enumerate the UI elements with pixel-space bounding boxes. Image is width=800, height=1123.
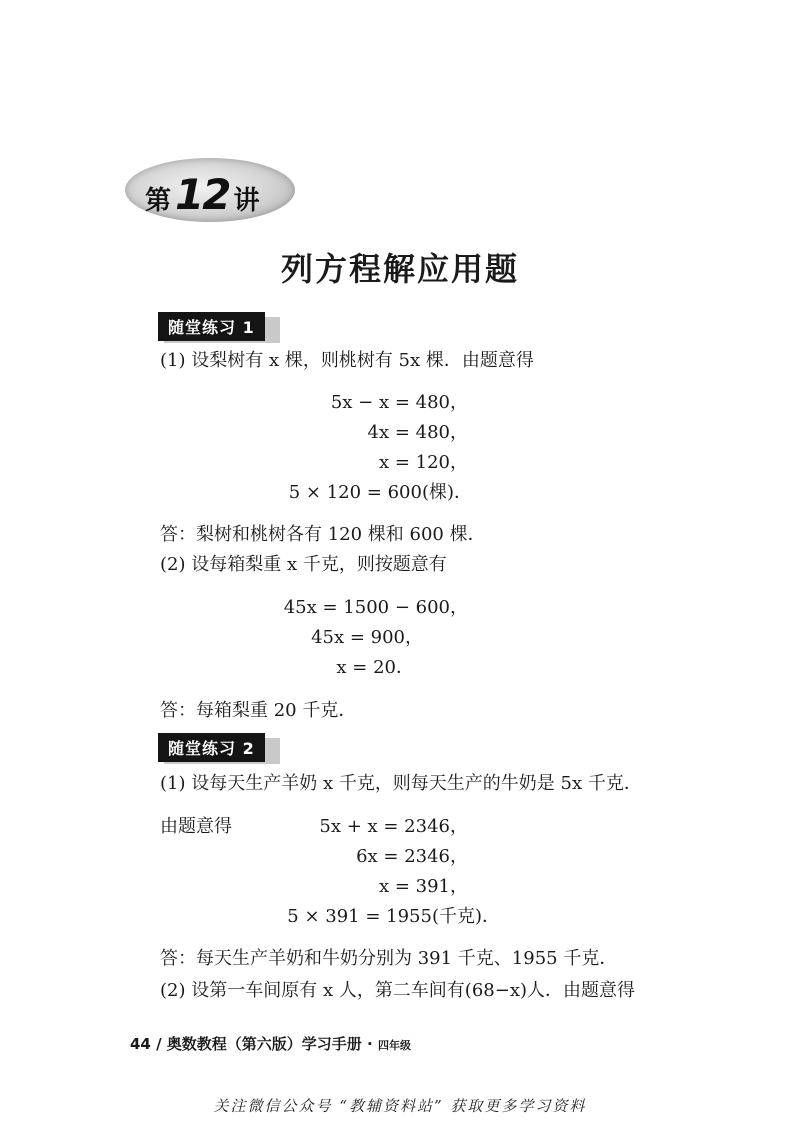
equation-line: 5x + x = 2346， [319,816,468,837]
section-header-label: 随堂练习 2 [158,733,265,762]
section-header-1 [158,312,265,340]
chapter-title: 列方程解应用题 [280,250,519,288]
grade-label: 四年级 [377,1039,411,1052]
equation-line: 45x = 900， [311,627,423,648]
lecture-number: 12 [175,170,230,219]
equation-line: 5 × 120 = 600(棵)． [288,482,472,503]
answer-line: 答：每天生产羊奶和牛奶分别为 391 千克、1955 千克． [160,948,618,969]
problem-intro: (1) 设每天生产羊奶 x 千克，则每天生产的牛奶是 5x 千克． [160,773,642,794]
equation-line: x = 20． [336,657,414,678]
equation-line: 6x = 2346， [356,846,468,867]
equation-line: 5x − x = 480， [330,392,468,413]
problem-intro: (2) 设每箱梨重 x 千克，则按题意有 [160,554,447,575]
lecture-prefix: 第 [145,186,172,216]
lecture-label [145,170,260,219]
equation-line: 45x = 1500 − 600， [283,597,468,618]
equation-line: 5 × 391 = 1955(千克)． [287,906,500,927]
section-header-2 [158,733,265,761]
page-footer [130,1033,411,1054]
section-header-label: 随堂练习 1 [158,312,265,341]
lecture-suffix: 讲 [233,186,260,216]
answer-line: 答：梨树和桃树各有 120 棵和 600 棵． [160,524,486,545]
book-title: / 奥数教程（第六版）学习手册 · [156,1035,373,1053]
problem-lead: 由题意得 [160,816,232,837]
page-number: 44 [130,1035,151,1053]
equation-line: 4x = 480， [367,422,468,443]
equation-line: x = 391， [378,876,468,897]
problem-intro: (1) 设梨树有 x 棵，则桃树有 5x 棵．由题意得 [160,350,534,371]
equation-line: x = 120， [378,452,468,473]
problem-intro: (2) 设第一车间原有 x 人，第二车间有(68−x)人．由题意得 [160,980,635,1001]
answer-line: 答：每箱梨重 20 千克． [160,700,357,721]
watermark-text: 关注微信公众号 “教辅资料站” 获取更多学习资料 [213,1097,587,1115]
